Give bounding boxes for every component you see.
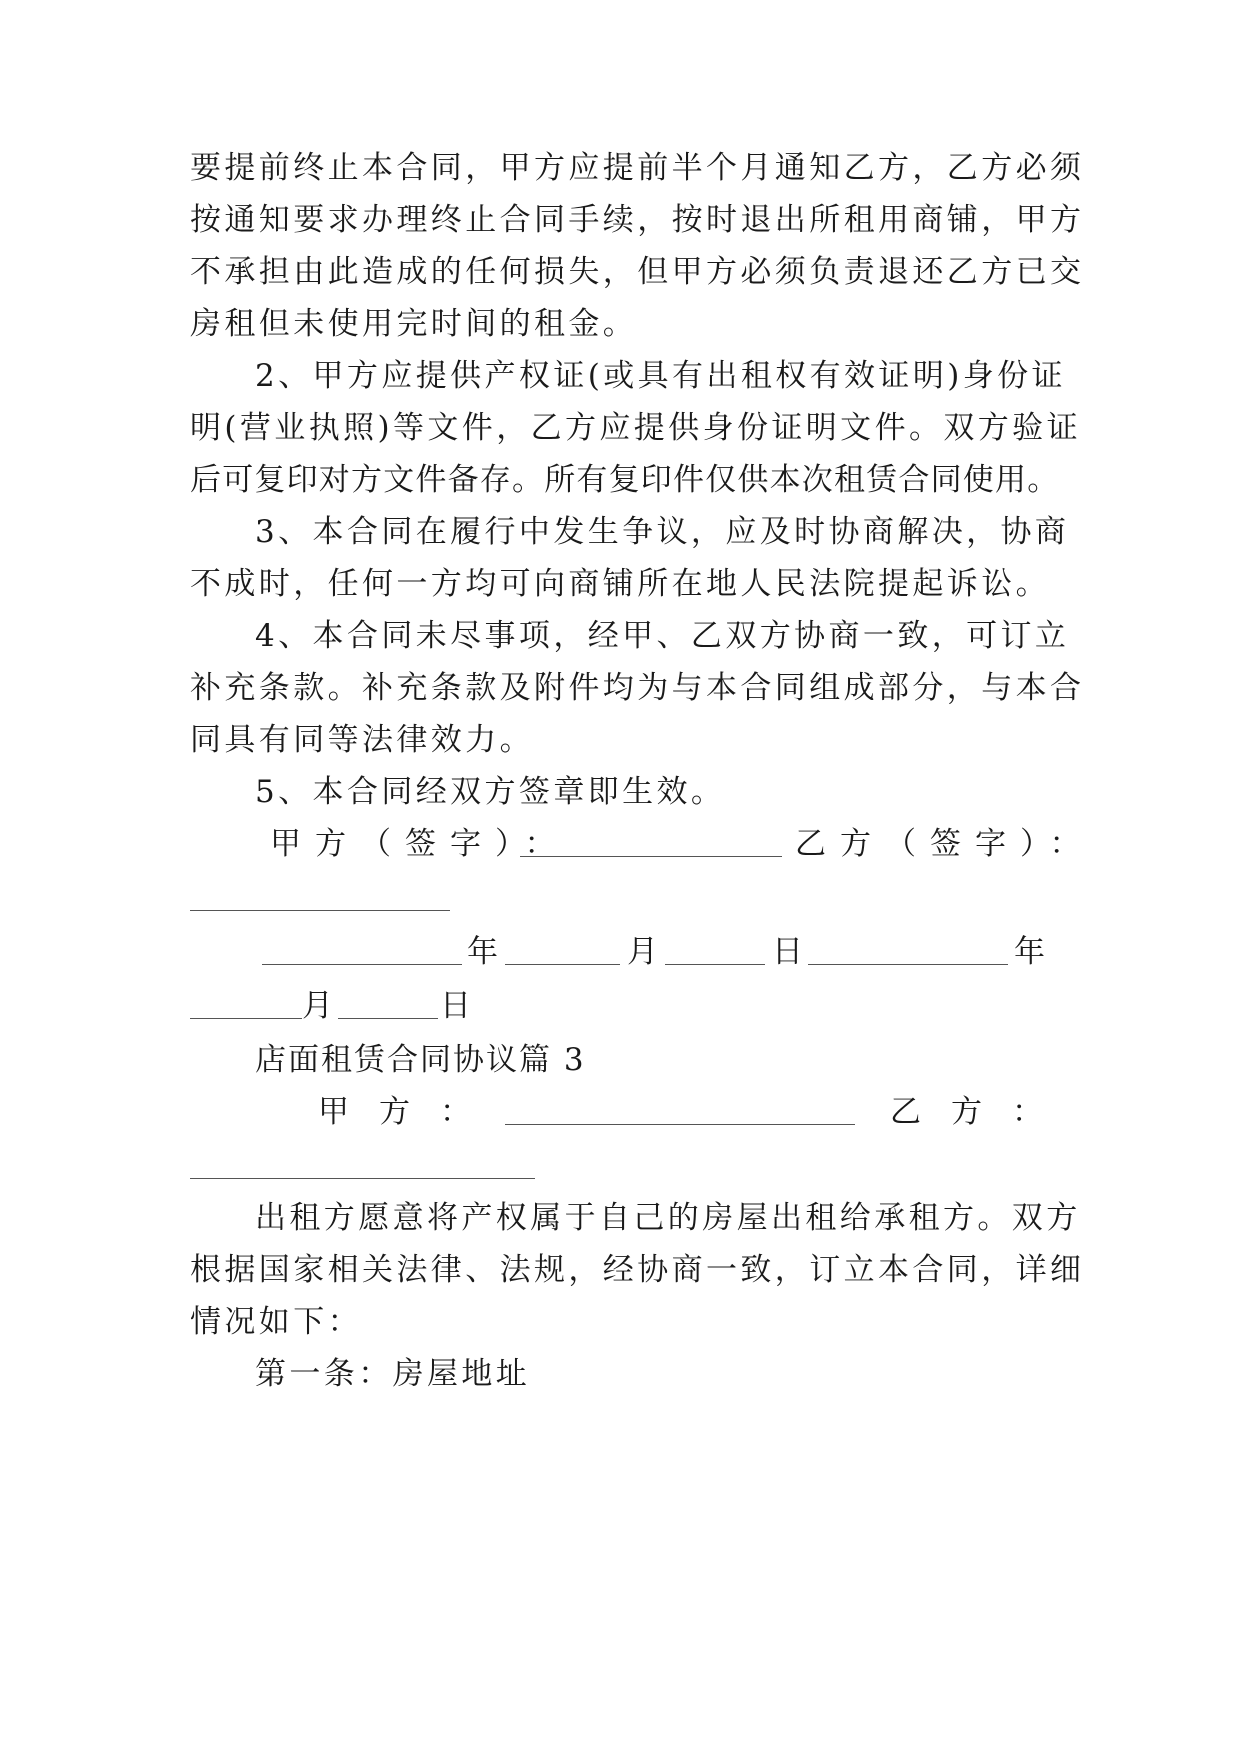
party-a-sign-blank	[520, 856, 782, 857]
party-b-sign-label: 乙方（签字）：	[795, 826, 1095, 862]
clause-4-line: 同具有同等法律效力。	[190, 722, 534, 758]
year-blank-a	[262, 964, 462, 965]
month-blank-b	[190, 1018, 302, 1019]
clause-2-line: 2、甲方应提供产权证(或具有出租权有效证明)身份证	[255, 358, 1066, 394]
clause-4-line: 补充条款。补充条款及附件均为与本合同组成部分，与本合	[190, 670, 1085, 706]
day-label-b: 日	[440, 988, 471, 1024]
section-title: 店面租赁合同协议篇 3	[255, 1042, 586, 1078]
clause-5-line: 5、本合同经双方签章即生效。	[255, 774, 726, 810]
clause-3-line: 3、本合同在履行中发生争议，应及时协商解决，协商	[255, 514, 1070, 550]
party-a-blank	[505, 1124, 855, 1125]
clause-4-line: 4、本合同未尽事项，经甲、乙双方协商一致，可订立	[255, 618, 1070, 654]
paragraph-line: 按通知要求办理终止合同手续，按时退出所租用商铺，甲方	[190, 202, 1085, 238]
month-blank-a	[505, 964, 620, 965]
party-b-blank	[190, 1178, 535, 1179]
article-1-heading: 第一条：房屋地址	[255, 1356, 531, 1392]
year-label-b: 年	[1014, 934, 1045, 970]
clause-2-line: 后可复印对方文件备存。所有复印件仅供本次租赁合同使用。	[190, 462, 1060, 498]
party-a-sign-label: 甲方（签字）：	[270, 826, 570, 862]
day-label-a: 日	[772, 934, 803, 970]
paragraph-line: 要提前终止本合同，甲方应提前半个月通知乙方，乙方必须	[190, 150, 1085, 186]
day-blank-a	[665, 964, 765, 965]
month-label-b: 月	[302, 988, 333, 1024]
paragraph-line: 房租但未使用完时间的租金。	[190, 306, 638, 342]
month-label-a: 月	[627, 934, 658, 970]
clause-2-line: 明(营业执照)等文件，乙方应提供身份证明文件。双方验证	[190, 410, 1081, 446]
year-blank-b	[808, 964, 1008, 965]
paragraph-line: 不承担由此造成的任何损失，但甲方必须负责退还乙方已交	[190, 254, 1085, 290]
party-b-label: 乙方：	[890, 1094, 1073, 1130]
party-a-label: 甲方：	[318, 1094, 501, 1130]
intro-line: 出租方愿意将产权属于自己的房屋出租给承租方。双方	[255, 1200, 1081, 1236]
intro-line: 情况如下：	[190, 1304, 362, 1340]
party-b-sign-blank	[190, 910, 450, 911]
clause-3-line: 不成时，任何一方均可向商铺所在地人民法院提起诉讼。	[190, 566, 1050, 602]
intro-line: 根据国家相关法律、法规，经协商一致，订立本合同，详细	[190, 1252, 1085, 1288]
day-blank-b	[338, 1018, 438, 1019]
year-label-a: 年	[467, 934, 498, 970]
